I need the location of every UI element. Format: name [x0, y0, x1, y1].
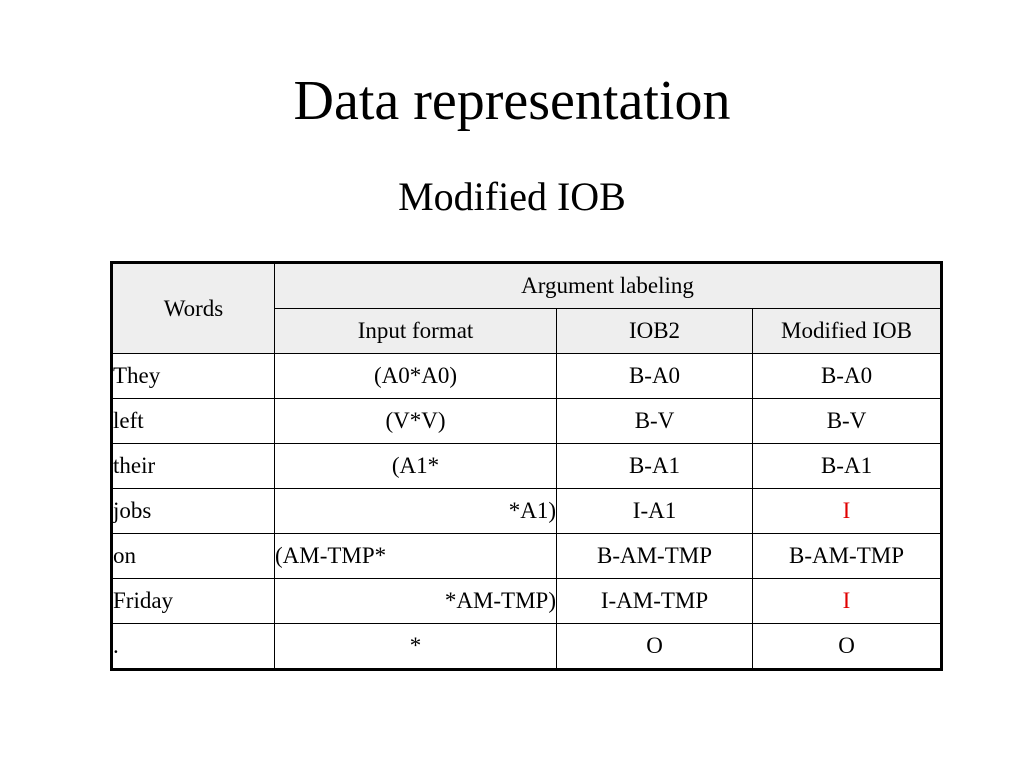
- header-words: Words: [112, 263, 275, 354]
- cell-input-format: (A0*A0): [275, 354, 557, 399]
- header-modified-iob: Modified IOB: [753, 309, 942, 354]
- cell-iob2: B-A1: [557, 444, 753, 489]
- cell-input-format: (A1*: [275, 444, 557, 489]
- cell-input-format: (AM-TMP*: [275, 534, 557, 579]
- header-argument-labeling: Argument labeling: [275, 263, 942, 309]
- cell-modified-iob: I: [753, 579, 942, 624]
- table-row: [112, 624, 942, 670]
- cell-word: .: [112, 624, 275, 670]
- table-row: [112, 579, 942, 624]
- cell-modified-iob: B-A0: [753, 354, 942, 399]
- cell-word: jobs: [112, 489, 275, 534]
- cell-modified-iob: B-A1: [753, 444, 942, 489]
- table-body: [112, 354, 942, 670]
- cell-input-format: *AM-TMP): [275, 579, 557, 624]
- slide-subtitle: Modified IOB: [398, 174, 626, 219]
- table-row: [112, 489, 942, 534]
- cell-iob2: I-AM-TMP: [557, 579, 753, 624]
- table-row: [112, 354, 942, 399]
- header-iob2: IOB2: [557, 309, 753, 354]
- cell-input-format: *A1): [275, 489, 557, 534]
- cell-iob2: B-A0: [557, 354, 753, 399]
- cell-word: their: [112, 444, 275, 489]
- cell-word: They: [112, 354, 275, 399]
- table-row: [112, 399, 942, 444]
- cell-modified-iob: B-AM-TMP: [753, 534, 942, 579]
- cell-word: Friday: [112, 579, 275, 624]
- iob-table: [110, 261, 943, 671]
- cell-input-format: *: [275, 624, 557, 670]
- cell-input-format: (V*V): [275, 399, 557, 444]
- slide-title: Data representation: [293, 70, 731, 132]
- cell-word: on: [112, 534, 275, 579]
- table-row: [112, 444, 942, 489]
- cell-word: left: [112, 399, 275, 444]
- cell-iob2: B-V: [557, 399, 753, 444]
- cell-modified-iob: I: [753, 489, 942, 534]
- cell-modified-iob: B-V: [753, 399, 942, 444]
- cell-iob2: B-AM-TMP: [557, 534, 753, 579]
- header-input-format: Input format: [275, 309, 557, 354]
- cell-iob2: O: [557, 624, 753, 670]
- table-row: [112, 534, 942, 579]
- cell-iob2: I-A1: [557, 489, 753, 534]
- cell-modified-iob: O: [753, 624, 942, 670]
